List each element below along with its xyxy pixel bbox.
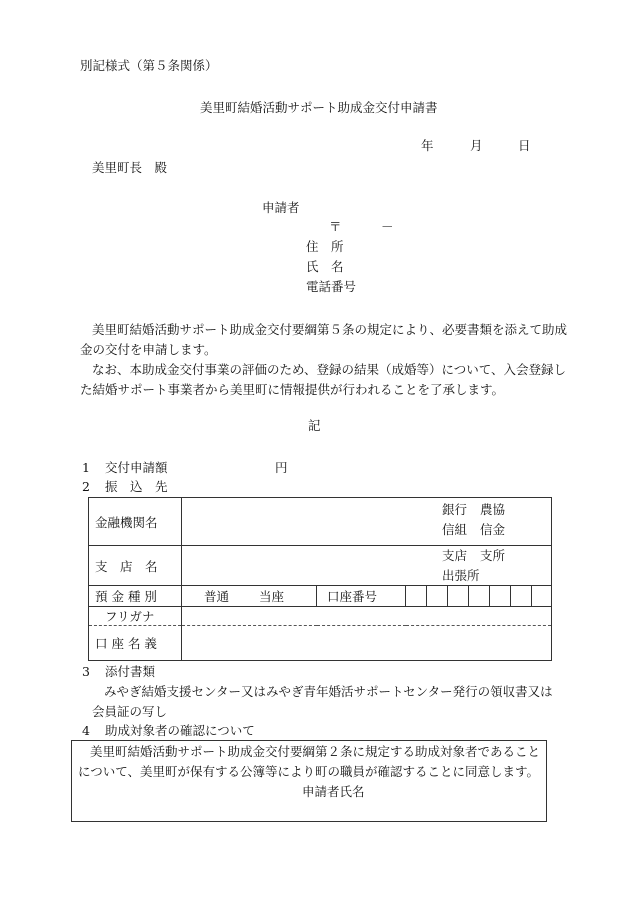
date-year: 年 (421, 138, 434, 153)
date-month: 月 (470, 138, 483, 153)
type-value-cell[interactable] (182, 586, 317, 607)
institution-label-cell (89, 498, 182, 546)
item1-label: 交付申請額 (105, 460, 168, 475)
account-no-label: 口座番号 (327, 589, 378, 604)
deposit-type-label: 預 金 種 別 (95, 589, 157, 604)
addressee: 美里町長 殿 (92, 160, 168, 175)
item3-text-line1: みやぎ結婚支援センター又はみやぎ青年婚活サポートセンター発行の領収書又は (104, 684, 553, 699)
holder-label-cell (89, 626, 182, 661)
furigana-label: フリガナ (105, 609, 155, 624)
ki-heading: 記 (308, 418, 321, 433)
branch-label: 支 店 名 (95, 558, 158, 574)
body-paragraph-2 (80, 360, 567, 400)
consent-line2: について、美里町が保有する公簿等により町の職員が確認することに同意します。 (78, 764, 540, 779)
digit-box[interactable] (510, 586, 531, 606)
furigana-value-cell[interactable] (182, 607, 552, 626)
branch-value-cell[interactable] (182, 546, 552, 586)
body-paragraph-1 (80, 320, 568, 360)
address-label: 住 所 (306, 239, 344, 254)
account-no-label-cell (317, 586, 406, 607)
digit-box[interactable] (531, 586, 551, 606)
bank-opt1: 銀行 (442, 502, 468, 517)
item1-num: 1 (82, 460, 90, 475)
bank-opt4: 信金 (480, 522, 506, 537)
bank-opt3: 信組 (442, 522, 468, 537)
digit-box[interactable] (489, 586, 510, 606)
type-label-cell (89, 586, 182, 607)
digit-box[interactable] (426, 586, 447, 606)
digit-box[interactable] (468, 586, 489, 606)
body-p1-line2: 金の交付を申請します。 (80, 342, 217, 357)
form-number: 別記様式（第５条関係） (80, 58, 218, 73)
body-p2-line1: なお、本助成金交付事業の評価のため、登録の結果（成婚等）について、入会登録し (92, 362, 567, 377)
branch-label-cell (89, 546, 182, 586)
item3-text-line2: 会員証の写し (92, 704, 168, 719)
applicant-heading: 申請者 (262, 200, 300, 215)
type-opt1: 普通 (204, 589, 230, 604)
item3-num: 3 (82, 664, 90, 679)
item3-label: 添付書類 (105, 664, 156, 679)
form-title: 美里町結婚活動サポート助成金交付申請書 (200, 100, 438, 115)
account-holder-label: 口 座 名 義 (95, 636, 157, 651)
holder-value-cell[interactable] (182, 626, 552, 661)
item4-label: 助成対象者の確認について (105, 723, 255, 738)
type-opt2: 当座 (259, 589, 285, 604)
body-p2-line2: た結婚サポート事業者から美里町に情報提供が行われることを了承します。 (80, 382, 505, 397)
furigana-label-cell (89, 607, 182, 626)
item2-label: 振 込 先 (105, 479, 168, 494)
postal-dash: － (381, 219, 394, 234)
body-p1-line1: 美里町結婚活動サポート助成金交付要綱第５条の規定により、必要書類を添えて助成 (92, 322, 568, 337)
institution-label: 金融機関名 (95, 514, 158, 530)
consent-signature-label: 申請者氏名 (302, 784, 365, 799)
digit-box[interactable] (406, 586, 426, 606)
item2-num: 2 (82, 479, 90, 494)
digit-box[interactable] (447, 586, 468, 606)
branch-opt3: 出張所 (442, 568, 480, 583)
name-label: 氏 名 (306, 259, 344, 274)
account-digit-boxes (406, 586, 551, 606)
postal-mark: 〒 (329, 219, 342, 234)
bank-account-table (88, 497, 552, 661)
bank-opt2: 農協 (480, 502, 506, 517)
date-day: 日 (518, 138, 531, 153)
phone-label: 電話番号 (306, 279, 357, 294)
institution-value-cell[interactable] (182, 498, 552, 546)
branch-opt2: 支所 (480, 548, 506, 563)
consent-box (71, 740, 547, 822)
consent-line1: 美里町結婚活動サポート助成金交付要綱第２条に規定する助成対象者であること (90, 744, 541, 759)
item1-unit: 円 (275, 460, 288, 475)
branch-opt1: 支店 (442, 548, 468, 563)
item4-num: 4 (82, 723, 90, 738)
account-no-digits[interactable] (406, 586, 552, 607)
